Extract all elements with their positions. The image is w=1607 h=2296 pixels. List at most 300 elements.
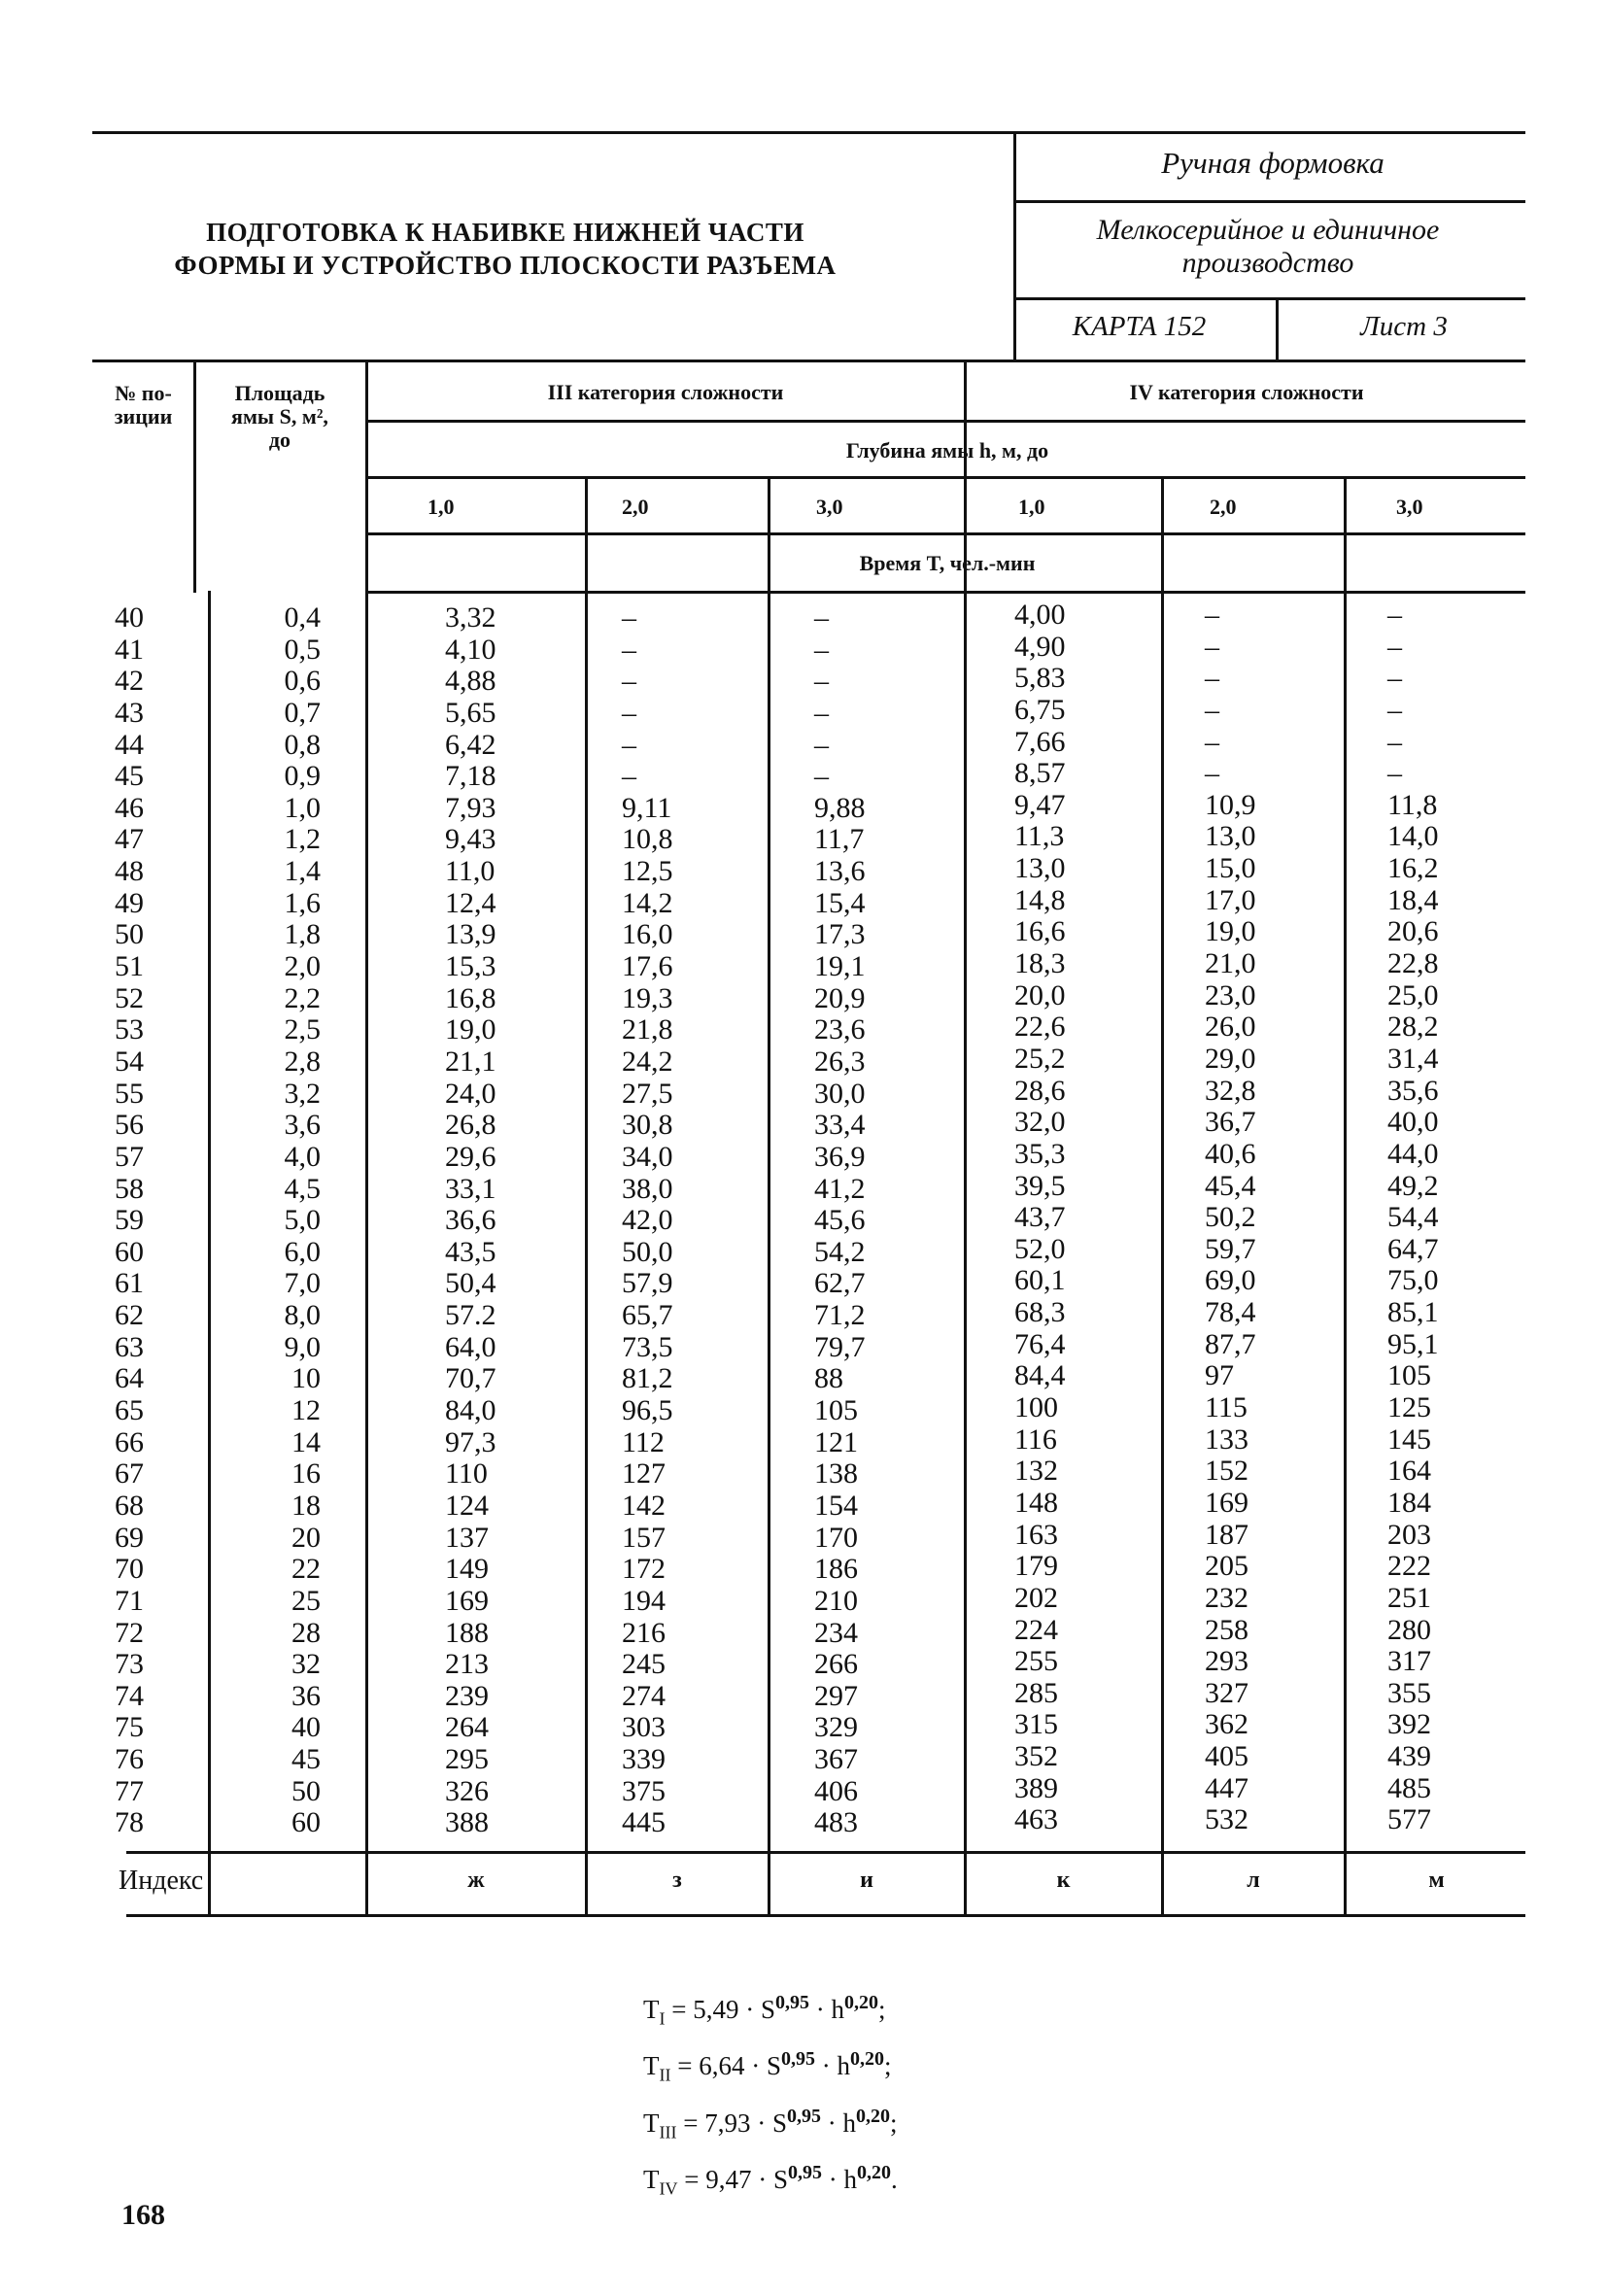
production-label [1020, 214, 1516, 280]
time-cell-k: 20,0 [1014, 978, 1066, 1011]
time-cell-zh: 19,0 [445, 1013, 496, 1046]
time-cell-zh: 26,8 [445, 1109, 496, 1142]
time-cell-k: 116 [1014, 1422, 1057, 1456]
time-cell-k: 6,75 [1014, 693, 1066, 726]
time-cell-i: 186 [814, 1553, 858, 1586]
area-cell: 25 [291, 1584, 321, 1617]
time-cell-m: – [1387, 725, 1402, 758]
time-cell-m: 35,6 [1387, 1074, 1439, 1107]
depth-value-3: 3,0 [816, 495, 843, 519]
position-cell: 41 [115, 633, 144, 666]
time-cell-z: 30,8 [622, 1109, 673, 1142]
time-cell-i: 406 [814, 1774, 858, 1807]
time-cell-m: 85,1 [1387, 1296, 1439, 1329]
position-cell: 48 [115, 855, 144, 888]
time-cell-l: 447 [1205, 1771, 1248, 1804]
time-cell-i: 23,6 [814, 1013, 866, 1046]
area-column [214, 602, 321, 1839]
depth-value-4: 1,0 [1018, 495, 1045, 519]
time-cell-zh: 57.2 [445, 1299, 496, 1332]
time-cell-l: – [1205, 599, 1219, 631]
area-cell: 12 [291, 1394, 321, 1427]
time-cell-i: 88 [814, 1362, 843, 1395]
area-cell: 4,0 [284, 1140, 321, 1173]
depth-value-1: 1,0 [427, 495, 455, 519]
time-cell-m: 44,0 [1387, 1137, 1439, 1170]
time-cell-z: – [622, 633, 636, 666]
time-cell-m: 75,0 [1387, 1264, 1439, 1297]
time-cell-z: 65,7 [622, 1299, 673, 1332]
time-cell-k: 352 [1014, 1740, 1058, 1773]
header-rule-1 [1013, 200, 1525, 203]
area-cell: 2,2 [284, 981, 321, 1014]
time-cell-m: 355 [1387, 1676, 1431, 1709]
time-rule [365, 591, 1525, 594]
time-cell-z: 142 [622, 1489, 666, 1522]
time-cell-m: 54,4 [1387, 1201, 1439, 1234]
area-cell: 16 [291, 1457, 321, 1491]
time-cell-l: 205 [1205, 1550, 1248, 1583]
time-cell-k: 11,3 [1014, 820, 1065, 853]
time-cell-z: 445 [622, 1806, 666, 1839]
area-cell: 0,7 [284, 696, 321, 729]
time-cell-z: – [622, 696, 636, 729]
time-cell-zh: 33,1 [445, 1172, 496, 1205]
time-i-column [814, 602, 866, 1839]
time-cell-l: 232 [1205, 1581, 1248, 1614]
time-cell-k: 22,6 [1014, 1011, 1066, 1044]
time-cell-l: 10,9 [1205, 788, 1256, 821]
col-sep-7 [1344, 476, 1347, 1914]
time-cell-zh: 7,18 [445, 760, 496, 793]
category-rule [365, 420, 1525, 423]
time-cell-k: 389 [1014, 1771, 1058, 1804]
position-cell: 43 [115, 696, 144, 729]
area-header [196, 382, 363, 452]
area-cell: 1,6 [284, 886, 321, 919]
time-cell-i: 9,88 [814, 791, 866, 824]
time-cell-l: 50,2 [1205, 1201, 1256, 1234]
time-cell-k: 32,0 [1014, 1106, 1066, 1139]
time-cell-i: 26,3 [814, 1045, 866, 1078]
time-cell-l: 78,4 [1205, 1296, 1256, 1329]
area-header-line-2: ямы S, м², [231, 404, 328, 428]
time-cell-i: 71,2 [814, 1299, 866, 1332]
time-cell-l: 97 [1205, 1359, 1234, 1392]
time-cell-zh: 264 [445, 1711, 489, 1744]
time-cell-z: 50,0 [622, 1235, 673, 1268]
area-cell: 40 [291, 1711, 321, 1744]
page-title [146, 216, 865, 282]
time-cell-i: 19,1 [814, 950, 866, 983]
formula-2: $T_{II} = 6,64 \cdot S^{0,95} \cdot h^{0,20}$; [643, 2048, 892, 2085]
time-cell-l: 19,0 [1205, 915, 1256, 948]
area-cell: 3,2 [284, 1077, 321, 1110]
time-cell-k: 16,6 [1014, 915, 1066, 948]
time-cell-z: 12,5 [622, 855, 673, 888]
time-cell-z: 9,11 [622, 791, 672, 824]
time-cell-m: 485 [1387, 1771, 1431, 1804]
position-column [115, 602, 144, 1839]
time-cell-k: 179 [1014, 1550, 1058, 1583]
time-cell-zh: 84,0 [445, 1394, 496, 1427]
time-cell-i: – [814, 665, 829, 698]
time-cell-i: 62,7 [814, 1267, 866, 1300]
time-cell-i: 15,4 [814, 886, 866, 919]
position-cell: 68 [115, 1489, 144, 1522]
position-cell: 66 [115, 1425, 144, 1458]
position-cell: 47 [115, 823, 144, 856]
area-cell: 0,4 [284, 601, 321, 634]
area-cell: 5,0 [284, 1204, 321, 1237]
time-cell-z: 38,0 [622, 1172, 673, 1205]
time-cell-zh: 29,6 [445, 1140, 496, 1173]
time-cell-m: 392 [1387, 1708, 1431, 1741]
time-cell-l: – [1205, 757, 1219, 790]
time-cell-zh: 9,43 [445, 823, 496, 856]
area-cell: 0,5 [284, 633, 321, 666]
position-cell: 78 [115, 1806, 144, 1839]
time-cell-k: 163 [1014, 1518, 1058, 1551]
time-cell-z: 16,0 [622, 918, 673, 951]
time-cell-l: 258 [1205, 1613, 1248, 1646]
time-cell-i: 297 [814, 1679, 858, 1712]
depth-rule [365, 476, 1525, 479]
time-cell-z: – [622, 760, 636, 793]
time-cell-k: 52,0 [1014, 1232, 1066, 1265]
time-cell-i: 210 [814, 1584, 858, 1617]
position-cell: 63 [115, 1330, 144, 1363]
time-cell-z: 172 [622, 1553, 666, 1586]
time-cell-m: 125 [1387, 1391, 1431, 1424]
position-cell: 71 [115, 1584, 144, 1617]
header-divider [1013, 131, 1016, 360]
area-cell: 0,6 [284, 665, 321, 698]
position-header [92, 382, 194, 428]
time-cell-k: 4,90 [1014, 630, 1066, 663]
time-cell-i: – [814, 696, 829, 729]
position-cell: 70 [115, 1553, 144, 1586]
area-cell: 20 [291, 1521, 321, 1554]
time-cell-i: 154 [814, 1489, 858, 1522]
time-cell-k: 8,57 [1014, 757, 1066, 790]
area-cell: 28 [291, 1616, 321, 1649]
category-4-header: IV категория сложности [1129, 380, 1364, 404]
time-cell-l: – [1205, 630, 1219, 663]
time-cell-m: 251 [1387, 1581, 1431, 1614]
header-rule-2 [1013, 297, 1525, 300]
area-cell: 60 [291, 1806, 321, 1839]
index-bottom-rule [126, 1914, 1525, 1917]
time-cell-m: 16,2 [1387, 852, 1439, 885]
time-cell-l: 13,0 [1205, 820, 1256, 853]
table-top-rule [92, 360, 1525, 362]
time-cell-l: 187 [1205, 1518, 1248, 1551]
top-rule [92, 131, 1525, 134]
col-sep-1-body [208, 591, 211, 1914]
time-cell-m: 22,8 [1387, 947, 1439, 980]
time-cell-zh: 6,42 [445, 728, 496, 761]
position-cell: 40 [115, 601, 144, 634]
area-cell: 22 [291, 1553, 321, 1586]
position-cell: 49 [115, 886, 144, 919]
position-cell: 62 [115, 1299, 144, 1332]
area-cell: 3,6 [284, 1109, 321, 1142]
time-cell-l: 405 [1205, 1740, 1248, 1773]
time-cell-zh: 7,93 [445, 791, 496, 824]
time-cell-i: 17,3 [814, 918, 866, 951]
time-cell-z: – [622, 665, 636, 698]
area-cell: 6,0 [284, 1235, 321, 1268]
time-cell-m: 18,4 [1387, 883, 1439, 916]
time-cell-m: 64,7 [1387, 1232, 1439, 1265]
time-cell-zh: 97,3 [445, 1425, 496, 1458]
time-cell-m: 49,2 [1387, 1169, 1439, 1202]
time-cell-z: – [622, 601, 636, 634]
time-cell-i: 54,2 [814, 1235, 866, 1268]
depth-value-6: 3,0 [1396, 495, 1423, 519]
area-cell: 2,8 [284, 1045, 321, 1078]
time-cell-m: 14,0 [1387, 820, 1439, 853]
time-cell-k: 132 [1014, 1455, 1058, 1488]
time-cell-i: – [814, 633, 829, 666]
col-sep-3 [585, 476, 588, 1914]
area-cell: 10 [291, 1362, 321, 1395]
area-cell: 0,8 [284, 728, 321, 761]
time-cell-i: 41,2 [814, 1172, 866, 1205]
area-cell: 36 [291, 1679, 321, 1712]
col-sep-4 [768, 476, 770, 1914]
index-label: Индекс [119, 1866, 204, 1896]
area-cell: 2,0 [284, 950, 321, 983]
time-cell-l: 87,7 [1205, 1327, 1256, 1360]
time-cell-k: 255 [1014, 1645, 1058, 1678]
position-cell: 57 [115, 1140, 144, 1173]
formula-list [643, 1982, 898, 2210]
time-cell-z: 216 [622, 1616, 666, 1649]
time-cell-z: 14,2 [622, 886, 673, 919]
time-cell-i: – [814, 728, 829, 761]
col-sep-6 [1161, 476, 1164, 1914]
time-cell-l: 115 [1205, 1391, 1248, 1424]
time-cell-i: 138 [814, 1457, 858, 1491]
time-cell-i: 33,4 [814, 1109, 866, 1142]
time-cell-k: 84,4 [1014, 1359, 1066, 1392]
position-cell: 61 [115, 1267, 144, 1300]
time-cell-m: 439 [1387, 1740, 1431, 1773]
time-cell-l: 21,0 [1205, 947, 1256, 980]
time-cell-k: 463 [1014, 1803, 1058, 1836]
time-cell-l: – [1205, 662, 1219, 695]
position-cell: 54 [115, 1045, 144, 1078]
time-cell-zh: 169 [445, 1584, 489, 1617]
area-cell: 8,0 [284, 1299, 321, 1332]
time-cell-k: 13,0 [1014, 852, 1066, 885]
time-cell-z: 27,5 [622, 1077, 673, 1110]
time-cell-zh: 239 [445, 1679, 489, 1712]
position-cell: 42 [115, 665, 144, 698]
formula-1: $T_I = 5,49 \cdot S^{0,95} \cdot h^{0,20}$; [643, 1992, 886, 2029]
position-cell: 76 [115, 1743, 144, 1776]
area-cell: 1,2 [284, 823, 321, 856]
time-cell-m: 31,4 [1387, 1042, 1439, 1075]
time-cell-i: 483 [814, 1806, 858, 1839]
time-cell-m: – [1387, 630, 1402, 663]
time-cell-m: 25,0 [1387, 978, 1439, 1011]
time-cell-k: 76,4 [1014, 1327, 1066, 1360]
area-cell: 4,5 [284, 1172, 321, 1205]
time-cell-l: 169 [1205, 1486, 1248, 1519]
time-zh-column [445, 602, 496, 1839]
category-3-header: III категория сложности [547, 380, 784, 404]
time-cell-z: 10,8 [622, 823, 673, 856]
time-cell-z: 157 [622, 1521, 666, 1554]
time-cell-l: 40,6 [1205, 1137, 1256, 1170]
time-cell-l: 23,0 [1205, 978, 1256, 1011]
position-cell: 59 [115, 1204, 144, 1237]
area-cell: 18 [291, 1489, 321, 1522]
time-cell-zh: 4,10 [445, 633, 496, 666]
time-cell-zh: 124 [445, 1489, 489, 1522]
area-cell: 14 [291, 1425, 321, 1458]
time-cell-k: 100 [1014, 1391, 1058, 1424]
time-cell-m: 95,1 [1387, 1327, 1439, 1360]
formula-4: $T_{IV} = 9,47 \cdot S^{0,95} \cdot h^{0,20}$. [643, 2162, 898, 2199]
time-cell-l: 45,4 [1205, 1169, 1256, 1202]
time-cell-l: 152 [1205, 1455, 1248, 1488]
time-cell-i: 105 [814, 1394, 858, 1427]
area-cell: 7,0 [284, 1267, 321, 1300]
production-line-2: производство [1181, 247, 1354, 279]
time-cell-zh: 24,0 [445, 1077, 496, 1110]
time-cell-k: 224 [1014, 1613, 1058, 1646]
position-cell: 55 [115, 1077, 144, 1110]
time-cell-m: 11,8 [1387, 788, 1438, 821]
time-cell-zh: 21,1 [445, 1045, 496, 1078]
time-cell-zh: 12,4 [445, 886, 496, 919]
time-cell-m: 164 [1387, 1455, 1431, 1488]
position-cell: 50 [115, 918, 144, 951]
time-cell-m: 28,2 [1387, 1011, 1439, 1044]
time-cell-zh: 326 [445, 1774, 489, 1807]
area-header-line-3: до [268, 428, 291, 452]
sheet-number: Лист 3 [1360, 311, 1448, 342]
time-cell-z: 96,5 [622, 1394, 673, 1427]
time-cell-i: 45,6 [814, 1204, 866, 1237]
position-cell: 58 [115, 1172, 144, 1205]
position-cell: 64 [115, 1362, 144, 1395]
time-cell-l: 532 [1205, 1803, 1248, 1836]
time-header: Время T, чел.-мин [859, 551, 1036, 575]
time-cell-zh: 137 [445, 1521, 489, 1554]
time-cell-k: 43,7 [1014, 1201, 1066, 1234]
time-cell-m: 20,6 [1387, 915, 1439, 948]
time-cell-i: 367 [814, 1743, 858, 1776]
position-cell: 74 [115, 1679, 144, 1712]
time-cell-m: – [1387, 693, 1402, 726]
index-m: м [1428, 1868, 1445, 1893]
time-cell-zh: 149 [445, 1553, 489, 1586]
time-cell-l: 69,0 [1205, 1264, 1256, 1297]
position-cell: 52 [115, 981, 144, 1014]
time-cell-zh: 36,6 [445, 1204, 496, 1237]
time-cell-i: 13,6 [814, 855, 866, 888]
position-cell: 60 [115, 1235, 144, 1268]
position-cell: 69 [115, 1521, 144, 1554]
time-cell-z: 19,3 [622, 981, 673, 1014]
time-cell-k: 7,66 [1014, 725, 1066, 758]
time-cell-i: 234 [814, 1616, 858, 1649]
time-cell-zh: 3,32 [445, 601, 496, 634]
position-cell: 56 [115, 1109, 144, 1142]
time-cell-zh: 43,5 [445, 1235, 496, 1268]
time-cell-i: – [814, 760, 829, 793]
time-k-column [1014, 600, 1066, 1836]
time-cell-z: 112 [622, 1425, 665, 1458]
area-cell: 45 [291, 1743, 321, 1776]
time-cell-zh: 388 [445, 1806, 489, 1839]
card-number: КАРТА 152 [1072, 311, 1207, 342]
time-cell-zh: 13,9 [445, 918, 496, 951]
position-cell: 51 [115, 950, 144, 983]
time-cell-k: 18,3 [1014, 947, 1066, 980]
time-cell-k: 25,2 [1014, 1042, 1066, 1075]
time-cell-z: 274 [622, 1679, 666, 1712]
time-cell-m: 280 [1387, 1613, 1431, 1646]
time-cell-z: 81,2 [622, 1362, 673, 1395]
depth-header: Глубина ямы h, м, до [845, 438, 1049, 463]
time-cell-z: 34,0 [622, 1140, 673, 1173]
time-cell-l: 26,0 [1205, 1011, 1256, 1044]
time-cell-i: 20,9 [814, 981, 866, 1014]
time-cell-l: 15,0 [1205, 852, 1256, 885]
time-cell-zh: 11,0 [445, 855, 496, 888]
index-z: з [672, 1868, 682, 1893]
time-cell-k: 9,47 [1014, 788, 1066, 821]
time-cell-z: 245 [622, 1648, 666, 1681]
time-cell-k: 148 [1014, 1486, 1058, 1519]
depth-value-5: 2,0 [1210, 495, 1237, 519]
area-header-line-1: Площадь [234, 381, 325, 405]
position-cell: 45 [115, 760, 144, 793]
time-cell-zh: 16,8 [445, 981, 496, 1014]
index-l: л [1247, 1868, 1260, 1893]
time-cell-l: 17,0 [1205, 883, 1256, 916]
position-cell: 65 [115, 1394, 144, 1427]
time-cell-l: 327 [1205, 1676, 1248, 1709]
time-cell-i: 170 [814, 1521, 858, 1554]
time-cell-k: 28,6 [1014, 1074, 1066, 1107]
time-cell-zh: 64,0 [445, 1330, 496, 1363]
time-cell-m: 184 [1387, 1486, 1431, 1519]
time-cell-l: 293 [1205, 1645, 1248, 1678]
card-sheet-divider [1276, 297, 1279, 360]
time-cell-z: 21,8 [622, 1013, 673, 1046]
time-z-column [622, 602, 673, 1839]
index-k: к [1056, 1868, 1071, 1893]
time-cell-zh: 213 [445, 1648, 489, 1681]
time-cell-z: 57,9 [622, 1267, 673, 1300]
method-label: Ручная формовка [1161, 146, 1385, 180]
time-cell-i: 36,9 [814, 1140, 866, 1173]
time-cell-l: 36,7 [1205, 1106, 1256, 1139]
area-cell: 0,9 [284, 760, 321, 793]
time-cell-m: – [1387, 662, 1402, 695]
index-top-rule [126, 1851, 1525, 1854]
time-cell-k: 4,00 [1014, 599, 1066, 631]
time-m-column [1387, 600, 1439, 1836]
position-cell: 44 [115, 728, 144, 761]
